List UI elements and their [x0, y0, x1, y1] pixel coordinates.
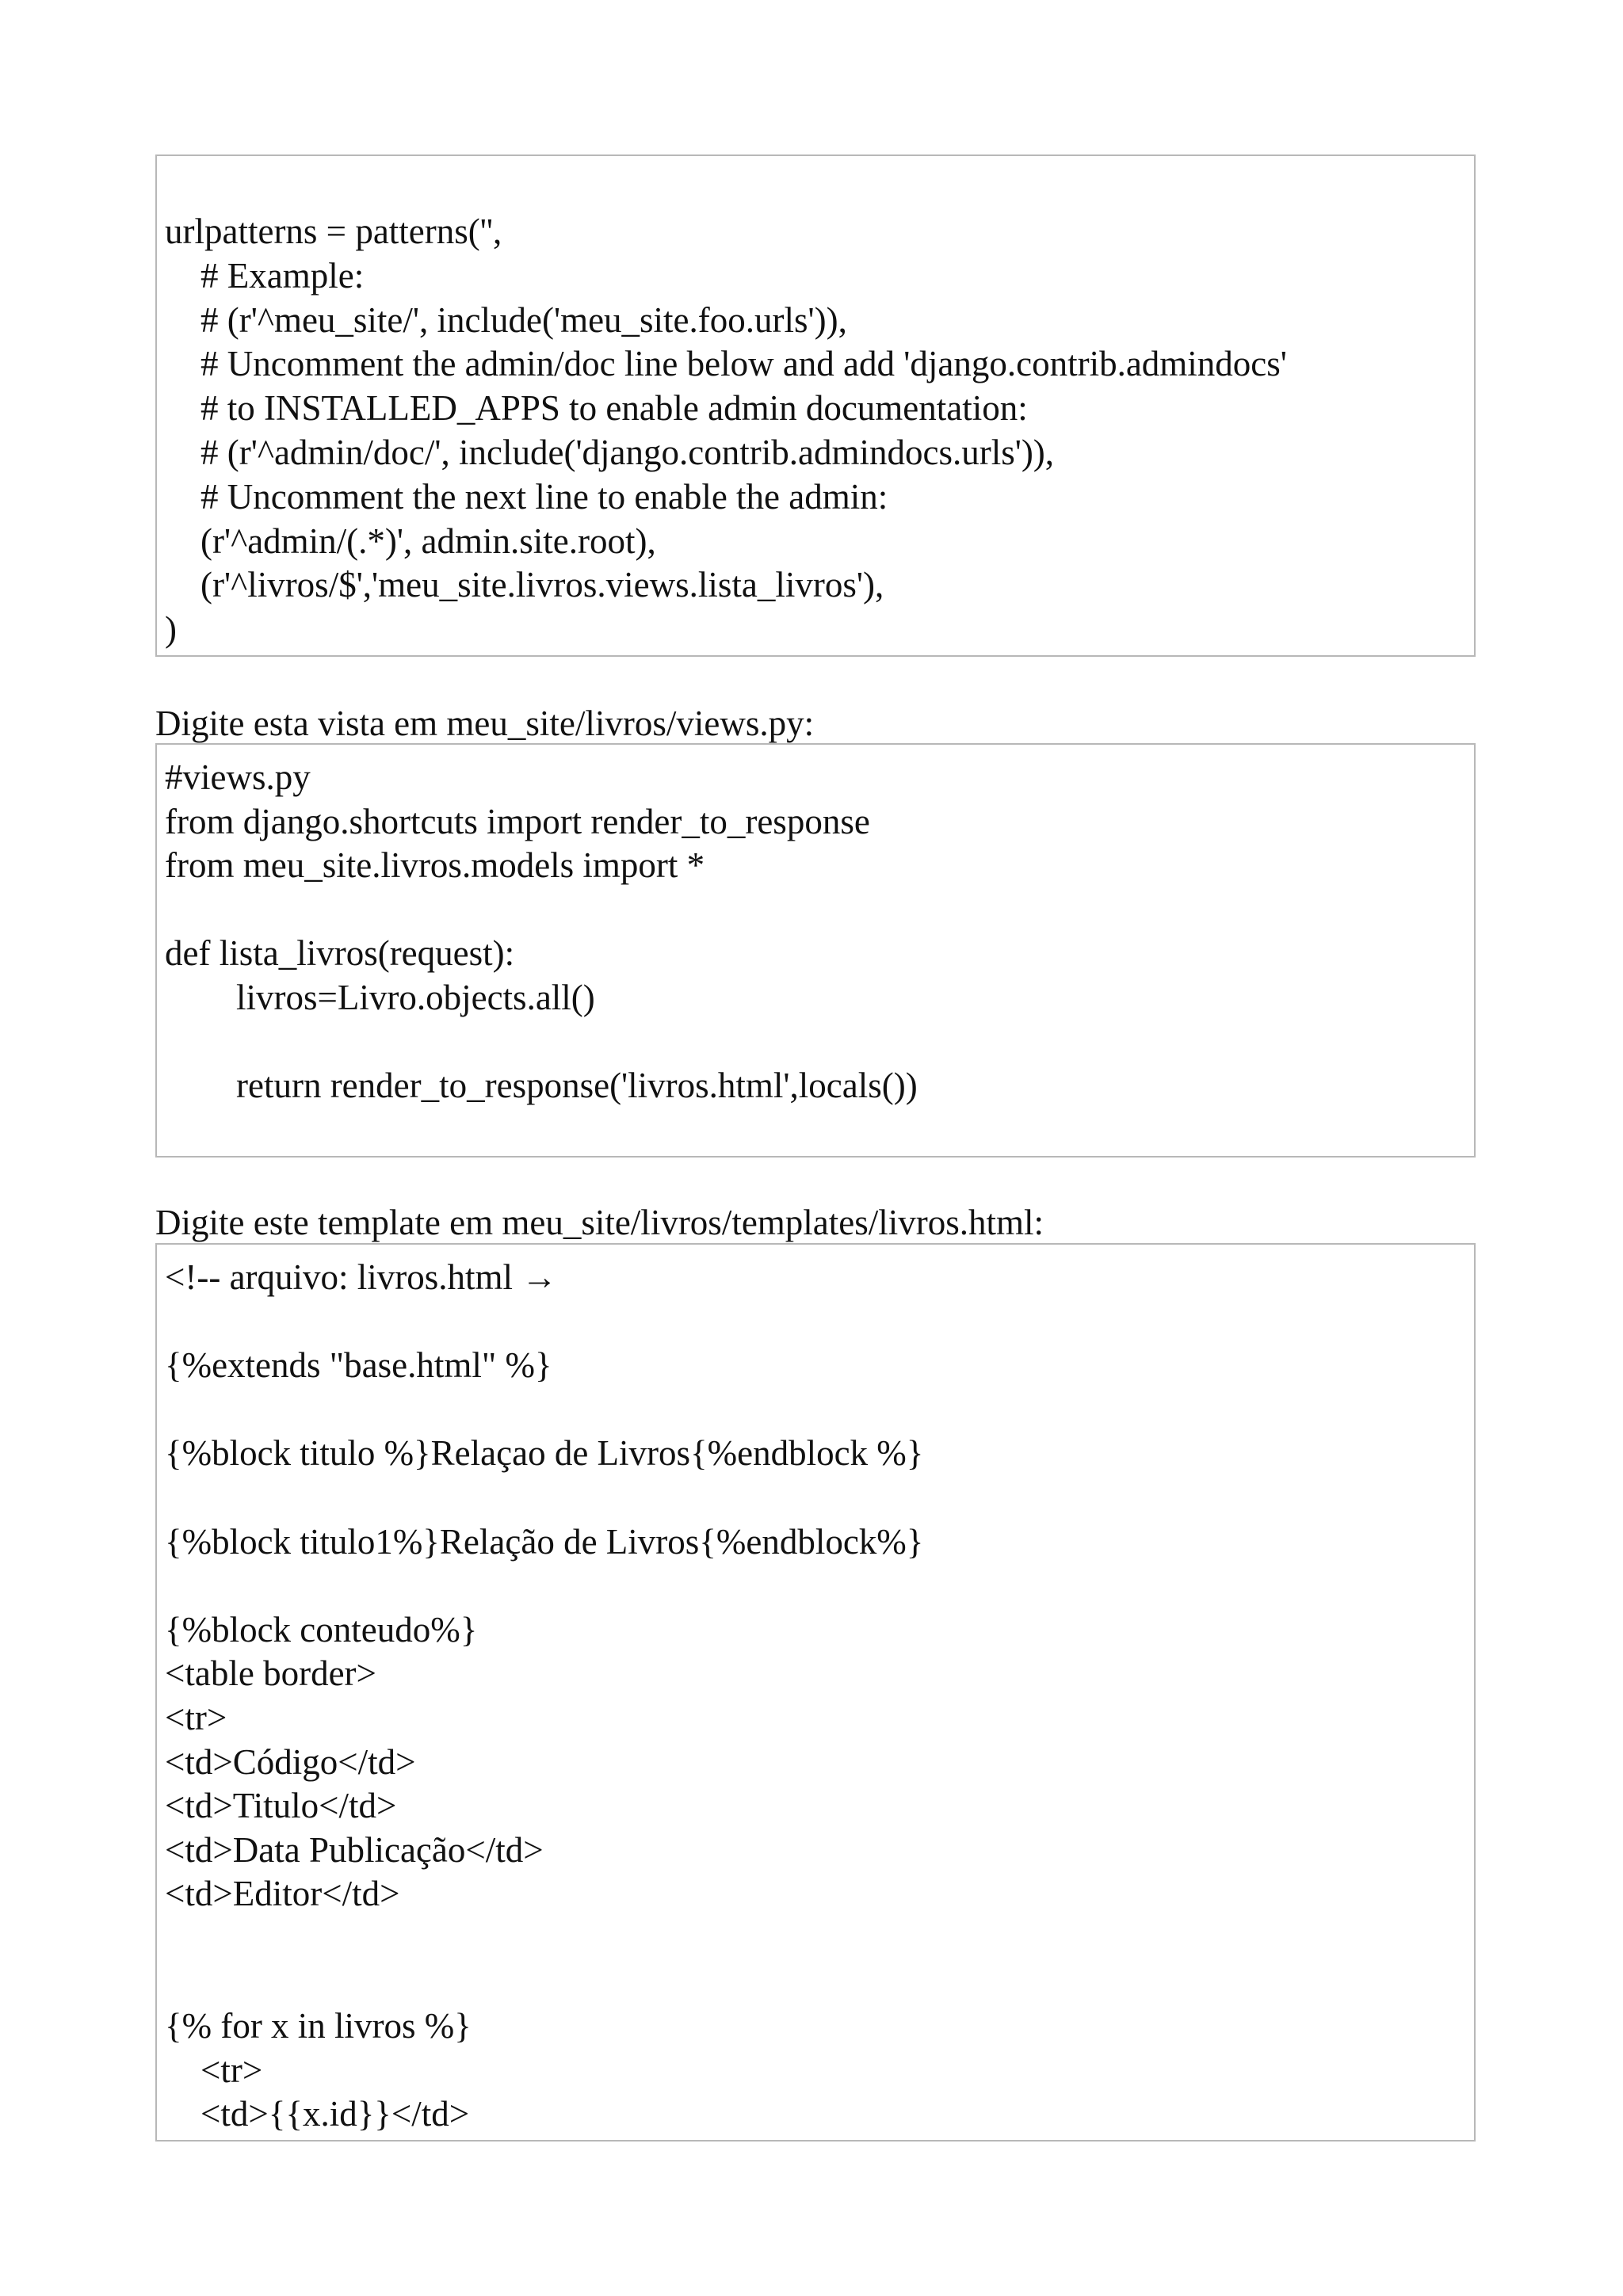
code-line [165, 888, 918, 933]
code-block-urls [155, 154, 1476, 657]
code-line: urlpatterns = patterns('', [165, 212, 502, 251]
code-block-views [155, 743, 1476, 1158]
code-line: {% for x in livros %} [165, 2006, 472, 2046]
code-line: {%block conteudo%} [165, 1609, 478, 1650]
code-line: livros=Livro.objects.all() [165, 977, 595, 1017]
code-lines [165, 756, 918, 1108]
code-line: <tr> [165, 2050, 263, 2090]
code-block-template [155, 1243, 1476, 2142]
code-line [165, 1388, 923, 1432]
code-line: # Example: [165, 255, 365, 296]
code-line: # Uncomment the admin/doc line below and add 'django.contrib.admindocs' [165, 344, 1287, 384]
code-line [165, 1564, 923, 1608]
code-line: from django.shortcuts import render_to_response [165, 801, 870, 841]
code-line [165, 1020, 918, 1065]
code-line: <td>Titulo</td> [165, 1786, 397, 1826]
code-line: ) [165, 609, 177, 650]
code-line: (r'^admin/(.*)', admin.site.root), [165, 521, 656, 561]
code-line: <td>Editor</td> [165, 1874, 400, 1914]
code-line [165, 1917, 923, 1961]
code-line: <!-- arquivo: livros.html → [165, 1257, 558, 1297]
code-line: {%block titulo %}Relaçao de Livros{%endblock %} [165, 1433, 924, 1474]
code-line: # to INSTALLED_APPS to enable admin documentation: [165, 388, 1028, 429]
code-line: {%block titulo1%}Relação de Livros{%endblock%} [165, 1521, 924, 1562]
section-label-views: Digite esta vista em meu_site/livros/views.py: [155, 704, 815, 743]
code-lines [165, 210, 1287, 652]
code-line [165, 1300, 923, 1344]
code-line: (r'^livros/$','meu_site.livros.views.lista_livros'), [165, 565, 884, 605]
code-line: <table border> [165, 1653, 376, 1694]
code-line: #views.py [165, 757, 311, 797]
code-line [165, 1476, 923, 1520]
code-line: # Uncomment the next line to enable the admin: [165, 476, 888, 517]
code-line: <td>Data Publicação</td> [165, 1829, 544, 1870]
code-line: <td>Código</td> [165, 1741, 416, 1782]
section-label-template: Digite este template em meu_site/livros/templates/livros.html: [155, 1203, 1044, 1242]
code-line: <tr> [165, 1697, 227, 1737]
code-lines [165, 1256, 923, 2137]
code-line: return render_to_response('livros.html',locals()) [165, 1066, 918, 1106]
code-line: <td>{{x.id}}</td> [165, 2094, 470, 2134]
code-line: # (r'^meu_site/', include('meu_site.foo.urls')), [165, 299, 847, 340]
code-line [165, 1961, 923, 2005]
code-line: from meu_site.livros.models import * [165, 845, 705, 886]
code-line: # (r'^admin/doc/', include('django.contrib.admindocs.urls')), [165, 432, 1055, 472]
code-line: def lista_livros(request): [165, 933, 515, 974]
code-line: {%extends "base.html" %} [165, 1345, 552, 1386]
